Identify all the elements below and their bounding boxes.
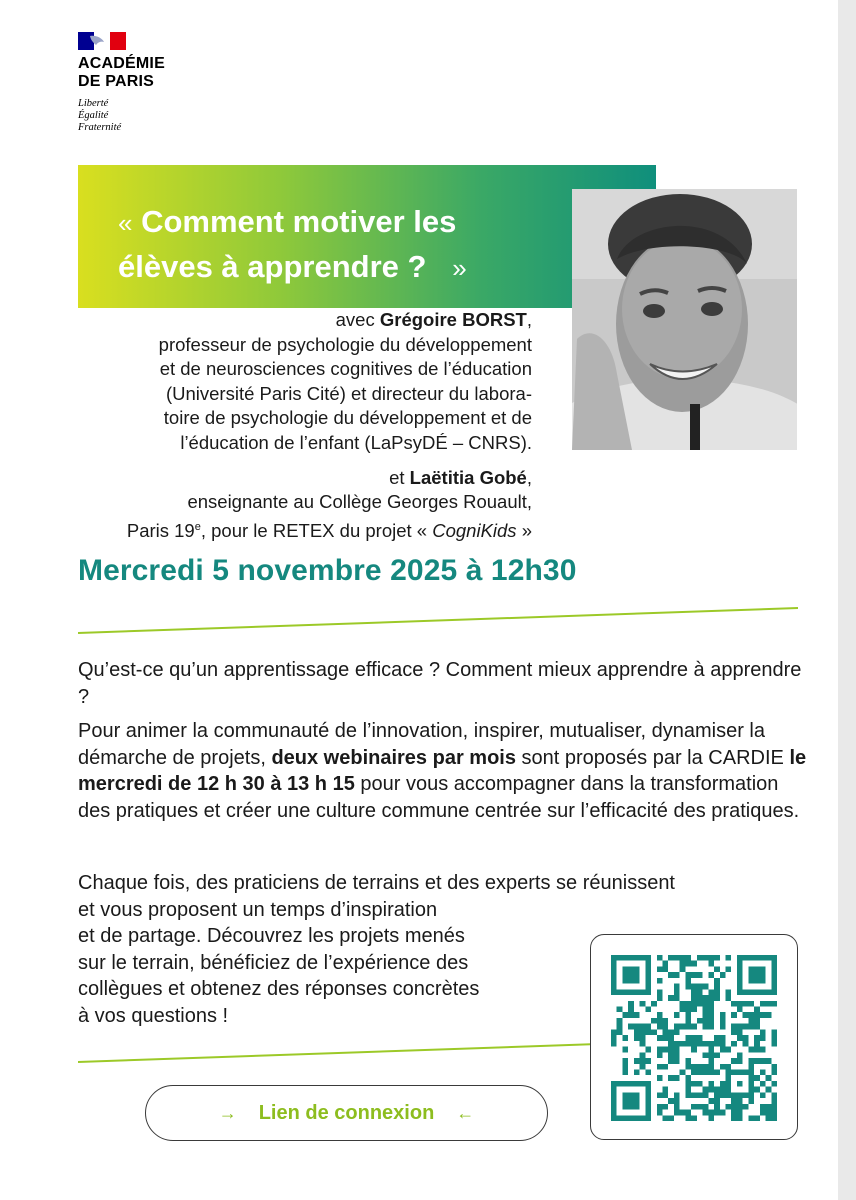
speaker1-prefix: avec <box>335 309 380 330</box>
open-quote: « <box>118 208 133 238</box>
paragraph-webinars <box>78 718 808 824</box>
title-banner <box>78 165 656 308</box>
p3-line-4: sur le terrain, bénéficiez de l’expérience des <box>78 951 469 974</box>
project-name: CogniKids <box>432 519 517 541</box>
speaker-photo <box>572 189 797 450</box>
brand-line2: DE PARIS <box>78 73 154 90</box>
close-quote: » <box>452 253 467 283</box>
qr-code-icon[interactable] <box>611 955 777 1121</box>
event-title <box>118 200 467 290</box>
motto <box>78 98 121 134</box>
connection-link-label: Lien de connexion <box>258 1101 435 1124</box>
speaker1-desc-1: professeur de psychologie du développement <box>158 333 532 355</box>
speaker2-line <box>127 466 532 491</box>
speaker2-desc-2 <box>127 515 532 544</box>
speaker1-desc-2: et de neurosciences cognitives de l’éducation <box>159 358 532 380</box>
p3-line-3: et de partage. Découvrez les projets menés <box>78 925 465 947</box>
speaker1-name: Grégoire BORST <box>379 309 527 330</box>
paragraph-experts <box>78 870 675 1029</box>
speaker2-prefix: et <box>389 466 410 488</box>
speaker2-desc-1: enseignante au Collège Georges Rouault, <box>187 491 532 513</box>
body-text <box>78 657 808 832</box>
speaker1-desc-5: l’éducation de l’enfant (LaPsyDÉ – CNRS). <box>180 431 532 453</box>
title-line2: élèves à apprendre ? <box>118 249 427 284</box>
marianne-flag-icon <box>78 32 126 50</box>
speaker1-desc-3: (Université Paris Cité) et directeur du labora- <box>165 382 532 404</box>
p2-bold-frequency: deux webinaires par mois <box>271 746 516 769</box>
speaker1-desc-4: toire de psychologie du développement et de <box>163 407 532 429</box>
arrow-left-icon: ← <box>456 1102 475 1123</box>
qr-code-box[interactable] <box>590 934 798 1140</box>
motto-liberte: Liberté <box>78 98 109 109</box>
p3-line-5: collègues et obtenez des réponses concrètes <box>78 978 480 1000</box>
event-date: Mercredi 5 novembre 2025 à 12h30 <box>78 554 577 587</box>
speaker2-name: Laëtitia Gobé <box>409 466 527 488</box>
speaker1-suffix: , <box>526 309 532 330</box>
divider-line <box>78 600 798 640</box>
p3-line-1: Chaque fois, des praticiens de terrains et des experts se réunissent <box>78 872 675 894</box>
p2-e: pour vous accompagner dans la transformation des pratiques et créer une culture commune centrée sur l’efficacité des pratiques. <box>78 773 800 822</box>
brand-line1: ACADÉMIE <box>78 55 165 72</box>
brand-name <box>78 55 165 91</box>
connection-link-button[interactable] <box>145 1085 548 1141</box>
speakers-block <box>127 308 532 544</box>
p3-line-6: à vos questions ! <box>78 1004 229 1027</box>
speaker1-line <box>127 308 532 333</box>
p2-c: sont proposés par la CARDIE <box>515 746 790 769</box>
motto-fraternite: Fraternité <box>78 122 122 133</box>
paragraph-intro: Qu’est-ce qu’un apprentissage efficace ? Comment mieux apprendre à apprendre ? <box>78 659 802 708</box>
speaker2-desc-2c: » <box>516 519 532 541</box>
divider-line-bottom <box>78 1038 598 1068</box>
speaker2-desc-2b: , pour le RETEX du projet « <box>200 519 433 541</box>
arrow-right-icon: → <box>218 1102 237 1123</box>
motto-egalite: Égalité <box>78 110 109 121</box>
p2-a: Pour animer la communauté de l’innovation, inspirer, mutualiser, dynamiser la démarche de projets, <box>78 720 766 769</box>
speaker2-sup: e <box>194 520 201 533</box>
p3-line-2: et vous proposent un temps d’inspiration <box>78 898 438 921</box>
speaker2-suffix: , <box>526 466 532 488</box>
speaker2-desc-2a: Paris 19 <box>126 519 195 541</box>
title-line1: Comment motiver les <box>141 204 457 239</box>
p2-bold-schedule: le mercredi de 12 h 30 à 13 h 15 <box>78 746 807 795</box>
